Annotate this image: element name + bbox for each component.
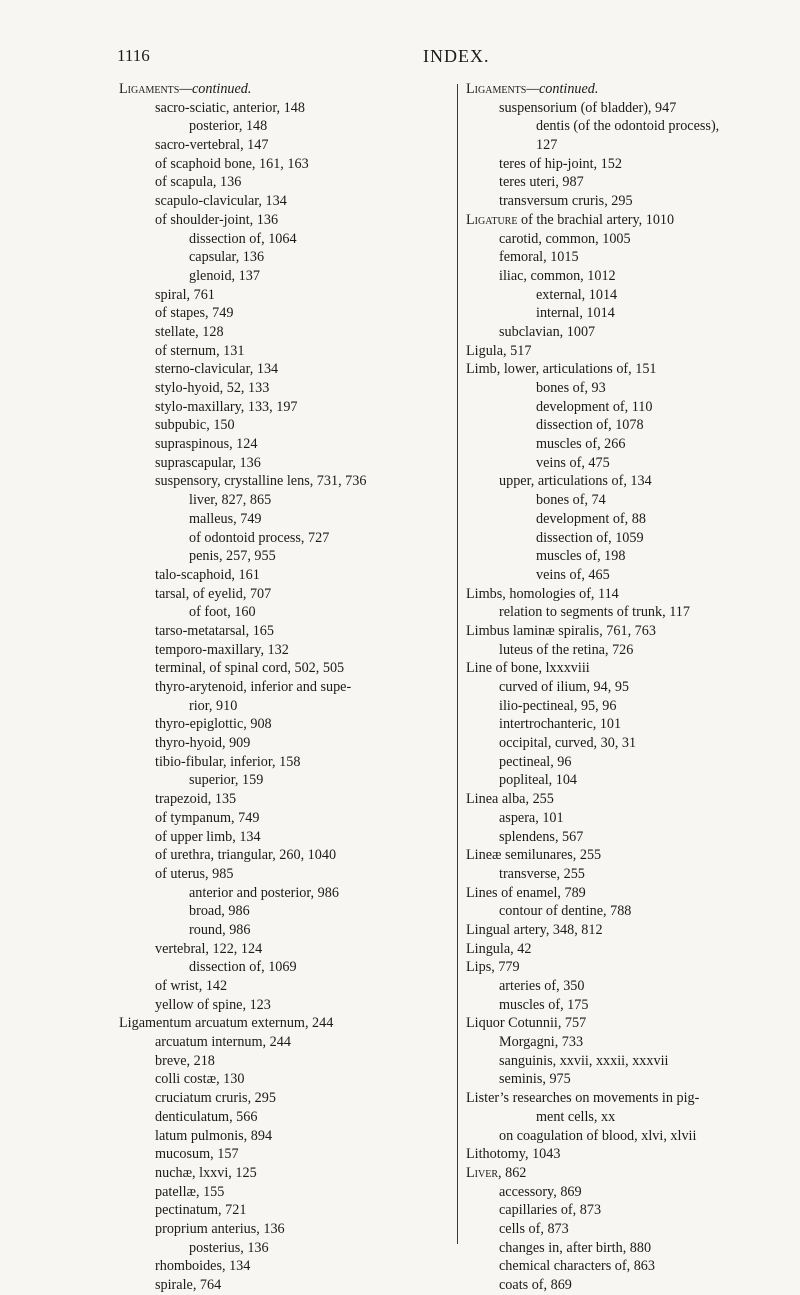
index-entry bbox=[466, 641, 771, 660]
index-entry-text: bones of, 93 bbox=[536, 380, 606, 396]
index-entry bbox=[119, 715, 454, 734]
index-entry-text: nuchæ, lxxvi, 125 bbox=[155, 1164, 257, 1181]
index-entry-text: mucosum, 157 bbox=[155, 1146, 239, 1163]
index-entry-text: arcuatum internum, 244 bbox=[155, 1034, 291, 1051]
index-entry-text: malleus, 749 bbox=[189, 510, 262, 527]
index-entry-text: dissection of, 1078 bbox=[536, 417, 644, 434]
index-entry bbox=[466, 1033, 771, 1052]
index-entry bbox=[466, 865, 771, 884]
index-entry bbox=[119, 1239, 454, 1258]
index-entry-text: changes in, after birth, 880 bbox=[499, 1239, 652, 1256]
index-entry bbox=[466, 192, 771, 211]
index-entry bbox=[466, 1276, 771, 1295]
index-entry bbox=[119, 529, 454, 548]
index-entry bbox=[466, 1164, 771, 1183]
index-entry-text: curved of ilium, 94, 95 bbox=[499, 679, 630, 695]
index-entry bbox=[119, 1052, 454, 1071]
index-entry-text: Limbus laminæ spiralis, 761, 763 bbox=[466, 622, 656, 639]
index-entry-text: cruciatum cruris, 295 bbox=[155, 1090, 276, 1107]
index-entry bbox=[119, 1127, 454, 1146]
index-entry-text: trapezoid, 135 bbox=[155, 791, 237, 808]
index-entry-suffix: —continued. bbox=[179, 81, 252, 97]
index-entry-text: stellate, 128 bbox=[155, 323, 224, 340]
index-entry-text: dissection of, 1059 bbox=[536, 529, 644, 546]
index-entry bbox=[119, 398, 454, 417]
index-entry bbox=[119, 828, 454, 847]
index-entry bbox=[466, 753, 771, 772]
index-entry bbox=[466, 360, 771, 379]
index-entry bbox=[119, 1201, 454, 1220]
index-entry-text: of tympanum, 749 bbox=[155, 809, 260, 826]
index-entry bbox=[466, 155, 771, 174]
index-entry-text: spiral, 761 bbox=[155, 286, 215, 303]
index-entry bbox=[119, 771, 454, 790]
index-entry bbox=[119, 192, 454, 211]
index-entry-text: posterior, 148 bbox=[189, 118, 268, 135]
index-entry-text: tibio-fibular, inferior, 158 bbox=[155, 753, 301, 770]
index-entry bbox=[119, 173, 454, 192]
index-entry bbox=[466, 173, 771, 192]
column-divider bbox=[457, 84, 458, 1244]
index-entry bbox=[466, 267, 771, 286]
index-entry bbox=[119, 865, 454, 884]
index-entry-text: sacro-vertebral, 147 bbox=[155, 137, 269, 154]
index-entry bbox=[119, 1033, 454, 1052]
index-entry-text: dissection of, 1069 bbox=[189, 959, 297, 976]
index-entry bbox=[466, 958, 771, 977]
index-entry bbox=[119, 1014, 454, 1033]
index-entry bbox=[466, 697, 771, 716]
index-entry bbox=[466, 902, 771, 921]
index-entry bbox=[466, 828, 771, 847]
index-entry bbox=[119, 304, 454, 323]
index-entry bbox=[466, 996, 771, 1015]
index-entry bbox=[466, 566, 771, 585]
index-entry bbox=[119, 435, 454, 454]
index-entry-text: of stapes, 749 bbox=[155, 305, 234, 322]
index-entry-text: femoral, 1015 bbox=[499, 249, 579, 266]
index-entry bbox=[119, 622, 454, 641]
index-entry bbox=[119, 1145, 454, 1164]
index-entry-text: bones of, 74 bbox=[536, 492, 606, 509]
index-entry-text: yellow of spine, 123 bbox=[155, 996, 271, 1013]
index-entry bbox=[119, 1183, 454, 1202]
index-entry-text: occipital, curved, 30, 31 bbox=[499, 735, 637, 752]
index-entry bbox=[466, 809, 771, 828]
index-entry-text: anterior and posterior, 986 bbox=[189, 884, 339, 901]
index-entry-text: Ligaments bbox=[119, 81, 180, 97]
index-entry-text: Lips, 779 bbox=[466, 959, 520, 976]
index-entry bbox=[119, 286, 454, 305]
index-entry bbox=[466, 491, 771, 510]
index-entry-text: development of, 110 bbox=[536, 398, 653, 415]
index-entry-text: transverse, 255 bbox=[499, 865, 585, 882]
index-entry bbox=[466, 230, 771, 249]
index-entry bbox=[119, 641, 454, 660]
index-entry bbox=[119, 678, 454, 697]
index-entry bbox=[466, 884, 771, 903]
index-entry bbox=[466, 323, 771, 342]
index-entry bbox=[466, 510, 771, 529]
index-entry bbox=[119, 99, 454, 118]
index-entry bbox=[119, 323, 454, 342]
index-entry bbox=[119, 659, 454, 678]
index-entry-text: of scaphoid bone, 161, 163 bbox=[155, 155, 309, 172]
index-entry-text: of foot, 160 bbox=[189, 604, 256, 621]
index-entry bbox=[466, 211, 771, 230]
index-entry bbox=[466, 790, 771, 809]
index-entry bbox=[466, 1108, 771, 1127]
index-entry bbox=[119, 940, 454, 959]
index-entry bbox=[466, 454, 771, 473]
index-entry-text: iliac, common, 1012 bbox=[499, 267, 616, 284]
index-entry-text: Liver bbox=[466, 1164, 498, 1181]
index-entry bbox=[466, 416, 771, 435]
index-entry-text: arteries of, 350 bbox=[499, 978, 585, 994]
index-column-left bbox=[119, 80, 454, 1295]
index-entry bbox=[119, 136, 454, 155]
index-entry-text: Limbs, homologies of, 114 bbox=[466, 585, 619, 602]
index-entry bbox=[466, 1220, 771, 1239]
index-entry bbox=[466, 136, 771, 155]
index-entry-text: suprascapular, 136 bbox=[155, 454, 261, 471]
index-entry-text: of shoulder-joint, 136 bbox=[155, 211, 279, 228]
index-entry-suffix: —continued. bbox=[526, 81, 599, 97]
index-entry-text: coats of, 869 bbox=[499, 1277, 572, 1293]
index-column-right bbox=[466, 80, 771, 1295]
index-entry-text: tarso-metatarsal, 165 bbox=[155, 622, 274, 639]
index-entry-text: superior, 159 bbox=[189, 772, 264, 789]
index-entry-suffix: of the brachial artery, 1010 bbox=[517, 211, 675, 228]
index-entry-text: denticulatum, 566 bbox=[155, 1108, 258, 1125]
index-entry bbox=[466, 304, 771, 323]
index-entry-text: thyro-arytenoid, inferior and supe- bbox=[155, 679, 352, 695]
index-entry-suffix: , 862 bbox=[498, 1164, 527, 1181]
index-entry-text: internal, 1014 bbox=[536, 305, 615, 322]
index-entry bbox=[466, 1014, 771, 1033]
index-entry bbox=[119, 230, 454, 249]
index-entry-text: carotid, common, 1005 bbox=[499, 230, 631, 247]
index-entry-text: aspera, 101 bbox=[499, 809, 564, 826]
index-entry bbox=[119, 1257, 454, 1276]
index-entry bbox=[466, 734, 771, 753]
index-entry bbox=[466, 622, 771, 641]
index-entry-text: patellæ, 155 bbox=[155, 1183, 225, 1200]
index-entry-text: supraspinous, 124 bbox=[155, 436, 258, 453]
index-entry-text: Ligamentum arcuatum externum, 244 bbox=[119, 1015, 334, 1032]
index-entry bbox=[119, 603, 454, 622]
index-entry-text: Ligaments bbox=[466, 81, 527, 97]
running-head: INDEX. bbox=[423, 46, 490, 66]
index-entry-text: capsular, 136 bbox=[189, 249, 265, 266]
index-entry bbox=[466, 1239, 771, 1258]
index-entry-text: seminis, 975 bbox=[499, 1071, 571, 1088]
index-entry-text: thyro-hyoid, 909 bbox=[155, 735, 251, 752]
index-entry bbox=[119, 117, 454, 136]
index-entry bbox=[119, 977, 454, 996]
index-entry-text: talo-scaphoid, 161 bbox=[155, 566, 260, 583]
index-entry-text: of uterus, 985 bbox=[155, 865, 234, 882]
index-entry bbox=[119, 472, 454, 491]
index-entry-text: muscles of, 175 bbox=[499, 996, 589, 1013]
index-entry-text: veins of, 465 bbox=[536, 566, 610, 583]
index-entry bbox=[119, 585, 454, 604]
index-entry-text: spirale, 764 bbox=[155, 1277, 222, 1293]
index-entry bbox=[119, 510, 454, 529]
index-entry-text: external, 1014 bbox=[536, 286, 618, 303]
index-entry-text: Liquor Cotunnii, 757 bbox=[466, 1015, 587, 1032]
index-entry-text: ment cells, xx bbox=[536, 1108, 616, 1125]
index-entry-text: subpubic, 150 bbox=[155, 417, 235, 434]
index-entry bbox=[119, 416, 454, 435]
index-entry bbox=[466, 1070, 771, 1089]
index-entry bbox=[119, 884, 454, 903]
index-entry-text: luteus of the retina, 726 bbox=[499, 641, 634, 658]
index-entry-text: subclavian, 1007 bbox=[499, 323, 596, 340]
index-entry bbox=[119, 809, 454, 828]
index-entry bbox=[466, 1145, 771, 1164]
index-entry bbox=[466, 1257, 771, 1276]
index-entry-text: capillaries of, 873 bbox=[499, 1202, 602, 1219]
index-entry bbox=[466, 585, 771, 604]
index-entry bbox=[466, 1183, 771, 1202]
index-entry-text: chemical characters of, 863 bbox=[499, 1258, 655, 1275]
index-entry bbox=[466, 379, 771, 398]
index-entry bbox=[466, 603, 771, 622]
index-entry-text: popliteal, 104 bbox=[499, 772, 578, 789]
index-entry bbox=[466, 286, 771, 305]
index-entry-text: tarsal, of eyelid, 707 bbox=[155, 585, 272, 602]
index-entry-text: Limb, lower, articulations of, 151 bbox=[466, 361, 657, 378]
index-entry-text: Ligature bbox=[466, 211, 518, 228]
index-entry bbox=[119, 846, 454, 865]
index-entry-text: accessory, 869 bbox=[499, 1183, 582, 1200]
index-entry-text: stylo-maxillary, 133, 197 bbox=[155, 398, 298, 415]
index-entry bbox=[466, 771, 771, 790]
index-entry-text: suspensory, crystalline lens, 731, 736 bbox=[155, 473, 367, 490]
index-entry-text: Lingula, 42 bbox=[466, 940, 532, 957]
index-entry-text: teres uteri, 987 bbox=[499, 174, 584, 191]
index-entry bbox=[466, 547, 771, 566]
index-entry bbox=[466, 248, 771, 267]
index-entry-text: transversum cruris, 295 bbox=[499, 193, 633, 210]
index-entry-text: contour of dentine, 788 bbox=[499, 903, 632, 920]
index-entry-text: upper, articulations of, 134 bbox=[499, 473, 652, 490]
index-entry-text: ilio-pectineal, 95, 96 bbox=[499, 697, 617, 714]
index-entry bbox=[119, 996, 454, 1015]
index-entry-text: pectinatum, 721 bbox=[155, 1202, 247, 1219]
index-entry-text: of scapula, 136 bbox=[155, 174, 242, 191]
index-entry-text: Lister’s researches on movements in pig- bbox=[466, 1090, 700, 1107]
index-entry-text: of wrist, 142 bbox=[155, 978, 228, 994]
index-entry-text: sterno-clavicular, 134 bbox=[155, 361, 279, 378]
index-entry bbox=[466, 921, 771, 940]
index-entry-text: Lingual artery, 348, 812 bbox=[466, 921, 603, 938]
index-entry-text: liver, 827, 865 bbox=[189, 492, 272, 509]
index-entry bbox=[466, 117, 771, 136]
page-number: 1116 bbox=[117, 46, 150, 65]
index-entry-text: splendens, 567 bbox=[499, 828, 584, 845]
index-entry bbox=[466, 678, 771, 697]
index-entry-text: Morgagni, 733 bbox=[499, 1034, 584, 1051]
index-entry bbox=[119, 379, 454, 398]
index-entry bbox=[119, 1070, 454, 1089]
index-entry-text: Lithotomy, 1043 bbox=[466, 1146, 561, 1163]
index-entry bbox=[119, 790, 454, 809]
index-entry-text: stylo-hyoid, 52, 133 bbox=[155, 380, 270, 396]
index-entry-text: vertebral, 122, 124 bbox=[155, 940, 263, 957]
index-entry-text: suspensorium (of bladder), 947 bbox=[499, 99, 677, 116]
index-entry bbox=[466, 940, 771, 959]
index-entry bbox=[119, 566, 454, 585]
index-entry bbox=[119, 155, 454, 174]
index-entry-text: rhomboides, 134 bbox=[155, 1258, 251, 1275]
index-entry-text: on coagulation of blood, xlvi, xlvii bbox=[499, 1127, 697, 1144]
index-entry bbox=[466, 529, 771, 548]
index-entry bbox=[119, 902, 454, 921]
index-entry bbox=[119, 753, 454, 772]
index-entry-text: breve, 218 bbox=[155, 1052, 215, 1069]
index-entry bbox=[119, 248, 454, 267]
index-entry bbox=[119, 454, 454, 473]
index-entry bbox=[466, 472, 771, 491]
index-entry-text: posterius, 136 bbox=[189, 1239, 269, 1256]
index-entry-text: cells of, 873 bbox=[499, 1220, 569, 1237]
index-entry-text: Ligula, 517 bbox=[466, 342, 532, 359]
index-entry-text: scapulo-clavicular, 134 bbox=[155, 193, 287, 210]
index-entry-text: glenoid, 137 bbox=[189, 267, 260, 284]
index-entry bbox=[119, 342, 454, 361]
index-entry-text: muscles of, 198 bbox=[536, 548, 626, 565]
index-entry-text: Lineæ semilunares, 255 bbox=[466, 847, 602, 864]
index-entry-text: of urethra, triangular, 260, 1040 bbox=[155, 847, 337, 864]
index-entry bbox=[119, 697, 454, 716]
index-entry bbox=[466, 715, 771, 734]
index-entry-text: penis, 257, 955 bbox=[189, 548, 276, 565]
index-entry-text: latum pulmonis, 894 bbox=[155, 1127, 273, 1144]
index-entry-text: temporo-maxillary, 132 bbox=[155, 641, 289, 658]
index-entry-text: dissection of, 1064 bbox=[189, 230, 297, 247]
index-entry bbox=[466, 1089, 771, 1108]
index-entry-text: of sternum, 131 bbox=[155, 342, 245, 359]
index-entry bbox=[466, 1127, 771, 1146]
index-entry-text: muscles of, 266 bbox=[536, 436, 626, 453]
index-entry-text: sacro-sciatic, anterior, 148 bbox=[155, 99, 305, 116]
index-entry bbox=[119, 1089, 454, 1108]
index-entry bbox=[119, 1108, 454, 1127]
index-entry bbox=[119, 547, 454, 566]
index-entry bbox=[466, 435, 771, 454]
index-entry bbox=[119, 958, 454, 977]
index-entry bbox=[466, 398, 771, 417]
index-entry bbox=[466, 99, 771, 118]
index-entry bbox=[119, 267, 454, 286]
index-entry-text: Lines of enamel, 789 bbox=[466, 884, 586, 901]
index-entry-text: Line of bone, lxxxviii bbox=[466, 660, 590, 677]
index-entry-text: pectineal, 96 bbox=[499, 753, 572, 770]
index-entry-text: thyro-epiglottic, 908 bbox=[155, 716, 272, 733]
index-entry bbox=[119, 1220, 454, 1239]
index-entry bbox=[466, 977, 771, 996]
index-entry bbox=[119, 734, 454, 753]
index-entry-text: of upper limb, 134 bbox=[155, 828, 261, 845]
index-entry-text: colli costæ, 130 bbox=[155, 1071, 245, 1088]
index-entry bbox=[466, 659, 771, 678]
index-entry-text: of odontoid process, 727 bbox=[189, 529, 330, 546]
index-entry-text: round, 986 bbox=[189, 921, 251, 938]
index-entry bbox=[466, 342, 771, 361]
index-entry-text: rior, 910 bbox=[189, 697, 238, 714]
index-entry-text: teres of hip-joint, 152 bbox=[499, 155, 622, 172]
index-entry bbox=[119, 921, 454, 940]
index-entry bbox=[119, 211, 454, 230]
index-entry bbox=[466, 80, 771, 99]
index-entry-text: intertrochanteric, 101 bbox=[499, 716, 622, 733]
index-entry bbox=[119, 80, 454, 99]
index-entry-text: 127 bbox=[536, 137, 558, 154]
index-entry bbox=[119, 1276, 454, 1295]
index-entry-text: development of, 88 bbox=[536, 510, 646, 527]
index-entry bbox=[119, 491, 454, 510]
index-entry-text: veins of, 475 bbox=[536, 454, 610, 471]
index-entry bbox=[466, 1052, 771, 1071]
index-entry-text: relation to segments of trunk, 117 bbox=[499, 604, 690, 621]
index-entry-text: dentis (of the odontoid process), bbox=[536, 118, 720, 135]
index-entry-text: Linea alba, 255 bbox=[466, 791, 554, 808]
index-entry-text: broad, 986 bbox=[189, 903, 250, 920]
index-entry-text: sanguinis, xxvii, xxxii, xxxvii bbox=[499, 1052, 669, 1069]
index-entry bbox=[119, 1164, 454, 1183]
index-entry-text: terminal, of spinal cord, 502, 505 bbox=[155, 660, 345, 677]
index-entry-text: proprium anterius, 136 bbox=[155, 1220, 285, 1237]
index-entry bbox=[466, 846, 771, 865]
index-entry bbox=[119, 360, 454, 379]
index-entry bbox=[466, 1201, 771, 1220]
